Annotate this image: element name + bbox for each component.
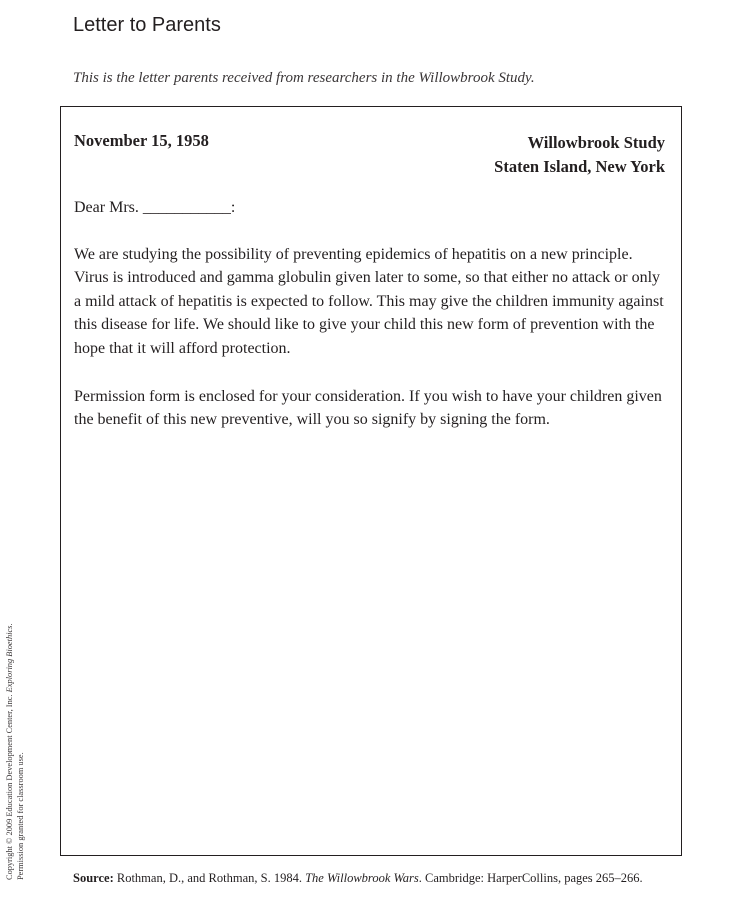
letter-org-location: Staten Island, New York (494, 157, 665, 176)
copyright-period: . (5, 623, 14, 626)
letter-box (60, 106, 682, 856)
source-text-after: . Cambridge: HarperCollins, pages 265–266. (418, 871, 643, 885)
source-text-before: Rothman, D., and Rothman, S. 1984. (113, 871, 306, 885)
copyright-notice (4, 623, 26, 880)
copyright-line-1 (4, 623, 15, 880)
source-citation (73, 871, 643, 886)
copyright-line-2: Permission granted for classroom use. (16, 752, 25, 880)
intro-text: This is the letter parents received from researchers in the Willowbrook Study. (73, 70, 535, 86)
letter-paragraph-2: Permission form is enclosed for your consideration. If you wish to have your children given the benefit of this new preventive, will you so signify by signing the form. (74, 388, 662, 429)
copyright-book-title: Exploring Bioethics (5, 625, 14, 693)
letter-sender-block (494, 131, 665, 179)
copyright-text: Copyright © 2009 Education Development Center, Inc. (5, 692, 14, 880)
letter-salutation: Dear Mrs. ___________: (74, 199, 236, 216)
source-label: Source: (73, 871, 114, 885)
letter-org-name: Willowbrook Study (527, 133, 665, 152)
letter-date: November 15, 1958 (74, 131, 209, 150)
page-title: Letter to Parents (73, 14, 221, 36)
letter-paragraph-1: We are studying the possibility of preventing epidemics of hepatitis on a new principle. Virus is introduced and gamma globulin given later to some, so that either no attack or only a mild attack of hepatitis is expected to follow. This may give the children immunity against this disease for life. We should like to give your child this new form of prevention with the hope that it will afford protection. (74, 246, 664, 357)
source-title: The Willowbrook Wars (305, 871, 419, 885)
